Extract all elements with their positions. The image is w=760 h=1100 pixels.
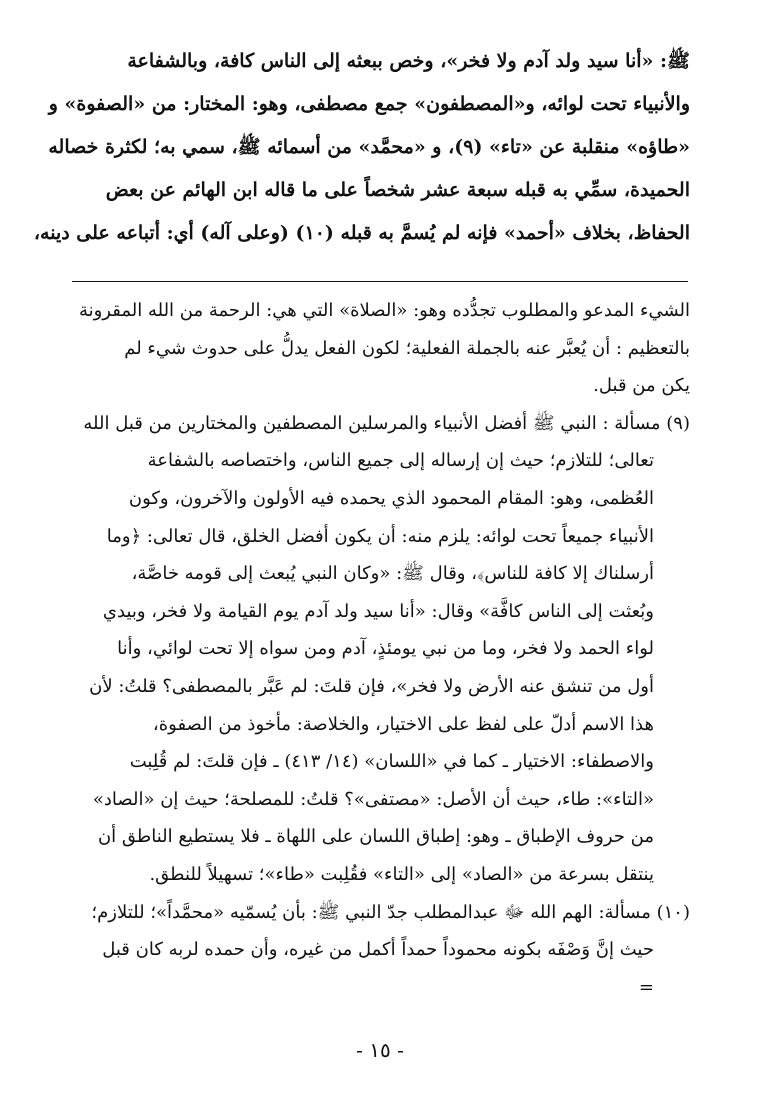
- footnote-line: يكن من قبل.: [593, 375, 690, 397]
- page-number: - ١٥ -: [356, 1038, 404, 1062]
- continuation-mark: =: [638, 976, 654, 998]
- footnote-line: «التاء»: طاء، حيث أن الأصل: «مصتفى»؟ قلتُ: للمصلحة؛ حيث إن «الصاد»: [92, 788, 654, 810]
- footnote-separator: [72, 281, 688, 282]
- footnotes: [70, 292, 690, 1006]
- footnote-line: لواء الحمد ولا فخر، وما من نبي يومئذٍ، آدم ومن سواه إلا تحت لوائي، وأنا: [117, 638, 654, 660]
- footnote-line: العُظمى، وهو: المقام المحمود الذي يحمده فيه الأولون والآخرون، وكون: [128, 487, 654, 509]
- footnote-line: وبُعثت إلى الناس كافَّة» وقال: «أنا سيد ولد آدم يوم القيامة ولا فخر، وبيدي: [102, 600, 654, 622]
- main-line: ﷺ: «أنا سيد ولد آدم ولا فخر»، وخص ببعثه إلى الناس كافة، وبالشفاعة: [127, 50, 690, 72]
- main-line: والأنبياء تحت لوائه، و«المصطفون» جمع مصطفى، وهو: المختار: من «الصفوة» و: [48, 93, 690, 115]
- footnote-line: من حروف الإطباق ـ وهو: إطباق اللسان على اللهاة ـ فلا يستطيع الناطق أن: [97, 826, 654, 848]
- footnote-line: هذا الاسم أدلّ على لفظ على الاختيار، والخلاصة: مأخوذ من الصفوة،: [152, 713, 654, 735]
- footnote-line: أول من تنشق عنه الأرض ولا فخر»، فإن قلتَ: لم عَبَّر بالمصطفى؟ قلتُ: لأن: [89, 675, 654, 697]
- footnote-line: تعالى؛ للتلازم؛ حيث إن إرساله إلى جميع الناس، واختصاصه بالشفاعة: [147, 450, 654, 472]
- footnote-line: ينتقل بسرعة من «الصاد» إلى «التاء» فقُلِبت «طاء»؛ تسهيلاً للنطق.: [149, 863, 654, 885]
- footnote-line: بالتعظيم : أن يُعبَّر عنه بالجملة الفعلية؛ لكون الفعل يدلُّ على حدوث شيء لم: [124, 337, 690, 359]
- footnote-line: الأنبياء جميعاً تحت لوائه: يلزم منه: أن يكون أفضل الخلق، قال تعالى: ﴿وما: [106, 525, 654, 547]
- footnote-line: أرسلناك إلا كافة للناس﴾، وقال ﷺ: «وكان النبي يُبعث إلى قومه خاصَّة،: [131, 563, 654, 585]
- main-line: الحفاظ، بخلاف «أحمد» فإنه لم يُسمَّ به قبله (١٠) (وعلى آله) أي: أتباعه على دينه،: [33, 222, 690, 244]
- footnote-10-start: (١٠) مسألة: الهم الله ﷻ عبدالمطلب جدّ النبي ﷺ: بأن يُسمّيه «محمَّداً»؛ للتلازم؛: [91, 901, 690, 923]
- main-line: «طاؤه» منقلبة عن «تاء» (٩)، و «محمَّد» من أسمائه ﷺ، سمي به؛ لكثرة خصاله: [48, 136, 690, 158]
- main-line: الحميدة، سمِّي به قبله سبعة عشر شخصاً على ما قاله ابن الهائم عن بعض: [105, 179, 690, 201]
- footnote-9-start: (٩) مسألة : النبي ﷺ أفضل الأنبياء والمرسلين المصطفين والمختارين من قبل الله: [83, 412, 690, 434]
- footnote-line: الشيء المدعو والمطلوب تجدُّده وهو: «الصلاة» التي هي: الرحمة من الله المقرونة: [78, 300, 690, 321]
- footnote-line: حيث إنَّ وَصْفَه بكونه محموداً حمداً أكمل من غيره، وأن حمده لربه كان قبل: [102, 939, 654, 961]
- footnote-line: والاصطفاء: الاختيار ـ كما في «اللسان» (١٤/ ٤١٣) ـ فإن قلتَ: لم قُلِبت: [129, 751, 654, 773]
- main-text: [33, 40, 690, 255]
